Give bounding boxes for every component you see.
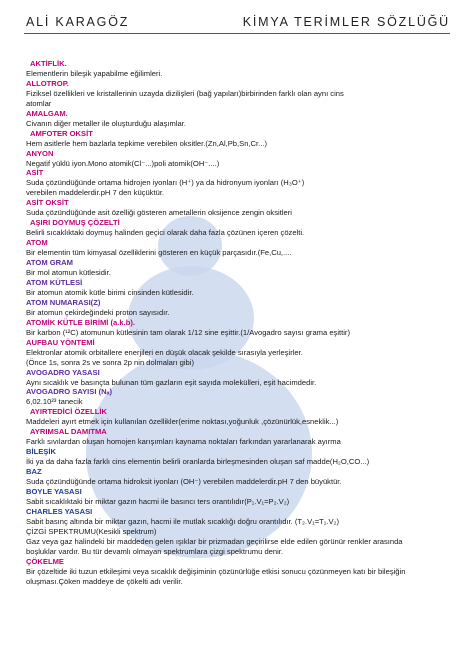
term-heading: BİLEŞİK xyxy=(26,447,56,457)
term-heading: AŞIRI DOYMUŞ ÇÖZELTİ xyxy=(30,218,120,228)
term-definition-line: Suda çözündüğünde ortama hidroksit iyonları (OH⁻) verebilen maddelerdir.pH 7 den büyüktür. xyxy=(26,477,342,487)
term-definition-line: Negatif yüklü iyon.Mono atomik(Cl⁻...)poli atomik(OH⁻....) xyxy=(26,158,220,168)
term-definition-line: Bir elementin tüm kimyasal özelliklerini gösteren en küçük parçasıdır.(Fe,Cu,.... xyxy=(26,248,292,258)
author-name: ALİ KARAGÖZ xyxy=(26,15,130,29)
header-divider xyxy=(24,33,450,34)
term-heading: AUFBAU YÖNTEMİ xyxy=(26,337,95,347)
term-definition-line: verebilen maddelerdir.pH 7 den küçüktür. xyxy=(26,188,165,198)
term-heading: ATOM xyxy=(26,238,48,248)
term-definition-line: Elementlerin bileşik yapabilme eğilimleri. xyxy=(26,68,163,78)
term-heading: AMFOTER OKSİT xyxy=(30,128,93,138)
term-heading: AVOGADRO SAYISI (Nₐ) xyxy=(26,387,112,397)
term-heading: ÇÖKELME xyxy=(26,556,64,566)
term-definition-line: atomlar xyxy=(26,98,52,108)
term-definition-line: Suda çözündüğünde ortama hidrojen iyonları (H⁺) ya da hidronyum iyonları (H₃O⁺) xyxy=(26,178,305,188)
term-heading: ATOM GRAM xyxy=(26,258,73,268)
term-definition-line: Bir atomun çekirdeğindeki proton sayısıdır. xyxy=(26,307,170,317)
term-definition-line: Bir çözeltide iki tuzun etkileşimi veya sıcaklık değişiminin çözünürlüğe etkisi sonucu çözünmeyen katı bir bileşiğin xyxy=(26,566,406,576)
term-heading: ANYON xyxy=(26,148,54,158)
term-definition-line: Suda çözündüğünde asit özelliği gösteren ametallerin oksijence zengin oksitleri xyxy=(26,208,292,218)
term-definition-line: Bir atomun atomik kütle birimi cinsinden kütlesidir. xyxy=(26,287,194,297)
term-heading: AYRIMSAL DAMITMA xyxy=(30,427,107,437)
term-definition-line: Bir mol atomun kütlesidir. xyxy=(26,268,111,278)
term-definition-line: Sabit basınç altında bir miktar gazın, hacmi ile mutlak sıcaklığı doğru orantılıdır. (T₂.V₁=T₁.V₂) xyxy=(26,516,339,526)
term-heading: BAZ xyxy=(26,467,42,477)
term-heading: CHARLES YASASI xyxy=(26,506,93,516)
term-heading: ATOM KÜTLESİ xyxy=(26,277,83,287)
term-heading: AVOGADRO YASASI xyxy=(26,367,100,377)
term-definition-line: (Önce 1s, sonra 2s ve sonra 2p nin dolmaları gibi) xyxy=(26,357,194,367)
term-definition-line: oluşması.Çöken maddeye de çökelti adı verilir. xyxy=(26,576,183,586)
term-definition-line: Gaz veya gaz halindeki bir maddeden gelen ışıklar bir prizmadan geçirilirse elde edilen görünür renkler arasında xyxy=(26,536,403,546)
term-heading: ASİT OKSİT xyxy=(26,198,69,208)
term-heading: AMALGAM. xyxy=(26,108,68,118)
term-definition-line: Belirli sıcaklıktaki doymuş halinden geçici olarak daha fazla çözünen içeren çözelti. xyxy=(26,228,305,238)
term-heading: ALLOTROP. xyxy=(26,78,69,88)
term-heading: ÇİZGİ SPEKTRUMU(Kesikli spektrum) xyxy=(26,526,157,536)
term-definition-line: İki ya da daha fazla farklı cins elementin belirli oranlarda birleşmesinden oluşan saf madde(H₂O,CO...) xyxy=(26,457,370,467)
term-definition-line: Farklı sıvılardan oluşan homojen karışımları kaynama noktaları farkından yararlanarak ayırma xyxy=(26,437,341,447)
term-definition-line: Elektronlar atomik orbitallere enerjileri en düşük olacak şekilde sırasıyla yerleşirler. xyxy=(26,347,303,357)
term-definition-line: Hem asitlerle hem bazlarla tepkime verebilen oksitler.(Zn,Al,Pb,Sn,Cr...) xyxy=(26,138,267,148)
page-header xyxy=(0,0,474,40)
glossary-content xyxy=(26,59,454,587)
term-heading: ASİT xyxy=(26,168,44,178)
term-definition-line: Fiziksel özellikleri ve kristallerinin uzayda dizilişleri (bağ yapıları)birbirinden farklı olan aynı cins xyxy=(26,88,344,98)
term-heading: AYIRTEDİCİ ÖZELLİK xyxy=(30,407,107,417)
term-definition-line: Bir karbon (¹²C) atomunun kütlesinin tam olarak 1/12 sine eşittir.(1/Avogadro sayısı grama eşittir) xyxy=(26,327,350,337)
term-definition-line: Sabit sıcaklıktaki bir miktar gazın hacmi ile basıncı ters orantılıdır(P₁.V₁=P₂.V₂) xyxy=(26,496,290,506)
term-heading: AKTİFLİK. xyxy=(30,59,67,68)
term-definition-line: Maddeleri ayırt etmek için kullanılan özellikler(erime noktası,yoğunluk ,çözünürlük,esneklik...) xyxy=(26,417,339,427)
term-definition-line: Aynı sıcaklık ve basınçta bulunan tüm gazların eşit sayıda molekülleri, eşit hacimdedir. xyxy=(26,377,317,387)
term-definition-line: boşluklar vardır. Bu tür devamlı olmayan spektrumlara çizgi spektrumu denir. xyxy=(26,546,284,556)
term-heading: BOYLE YASASI xyxy=(26,486,82,496)
term-definition-line: 6,02.10²³ tanecik xyxy=(26,397,83,407)
term-heading: ATOMİK KÜTLE BİRİMİ (a.k.b). xyxy=(26,317,135,327)
document-title: KİMYA TERİMLER SÖZLÜĞÜ xyxy=(242,15,450,29)
term-heading: ATOM NUMARASI(Z) xyxy=(26,297,101,307)
term-definition-line: Civanın diğer metaller ile oluşturduğu alaşımlar. xyxy=(26,118,186,128)
